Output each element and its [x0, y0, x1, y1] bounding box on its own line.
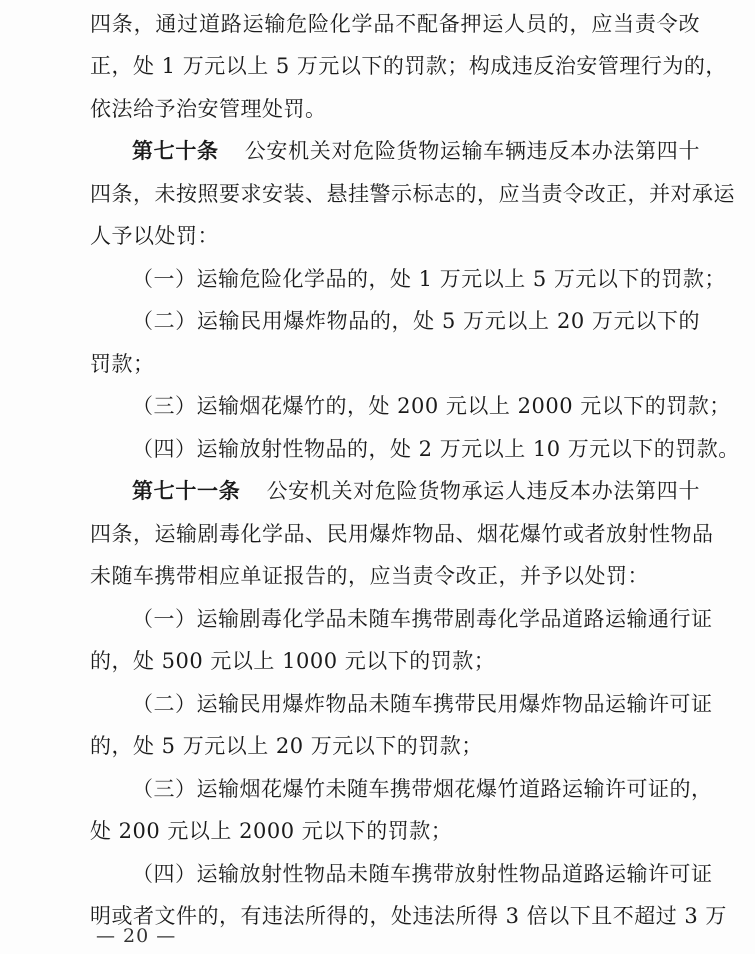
- text-line: 的，处 500 元以上 1000 元以下的罚款；: [90, 649, 496, 673]
- clause-item: （一）运输危险化学品的，处 1 万元以上 5 万元以下的罚款；: [132, 267, 726, 291]
- text-line: 正，处 1 万元以上 5 万元以下的罚款；构成违反治安管理行为的，: [90, 54, 727, 78]
- page-number: — 20 —: [96, 925, 177, 947]
- text-line: 未随车携带相应单证报告的，应当责令改正，并予以处罚：: [90, 564, 649, 588]
- text-line: 的，处 5 万元以上 20 万元以下的罚款；: [90, 734, 483, 758]
- article-70-number: 第七十条: [132, 138, 219, 163]
- article-70-heading-line: [132, 137, 700, 165]
- clause-item: （一）运输剧毒化学品未随车携带剧毒化学品道路运输通行证: [132, 607, 713, 631]
- article-71-heading-line: [132, 477, 700, 505]
- text-line: 四条，通过道路运输危险化学品不配备押运人员的，应当责令改: [90, 12, 700, 36]
- text-line: 明或者文件的，有违法所得的，处违法所得 3 倍以下且不超过 3 万: [90, 904, 727, 928]
- text-line: 处 200 元以上 2000 元以下的罚款；: [90, 819, 453, 843]
- text-line: 依法给予治安管理处罚。: [90, 97, 327, 121]
- article-71-text: 公安机关对危险货物承运人违反本办法第四十: [266, 479, 700, 503]
- clause-item: （四）运输放射性物品的，处 2 万元以上 10 万元以下的罚款。: [132, 437, 740, 461]
- clause-item: （二）运输民用爆炸物品未随车携带民用爆炸物品运输许可证: [132, 692, 713, 716]
- article-71-number: 第七十一条: [132, 478, 241, 503]
- text-line: 四条，未按照要求安装、悬挂警示标志的，应当责令改正，并对承运: [90, 182, 735, 206]
- clause-item: （三）运输烟花爆竹的，处 200 元以上 2000 元以下的罚款；: [132, 394, 731, 418]
- clause-item: （三）运输烟花爆竹未随车携带烟花爆竹道路运输许可证的，: [132, 777, 713, 801]
- clause-item: （二）运输民用爆炸物品的，处 5 万元以上 20 万元以下的: [132, 309, 700, 333]
- text-line: 四条，运输剧毒化学品、民用爆炸物品、烟花爆竹或者放射性物品: [90, 522, 714, 546]
- text-line: 罚款；: [90, 352, 155, 376]
- clause-item: （四）运输放射性物品未随车携带放射性物品道路运输许可证: [132, 862, 713, 886]
- text-line: 人予以处罚：: [90, 224, 219, 248]
- article-70-text: 公安机关对危险货物运输车辆违反本办法第四十: [244, 139, 700, 163]
